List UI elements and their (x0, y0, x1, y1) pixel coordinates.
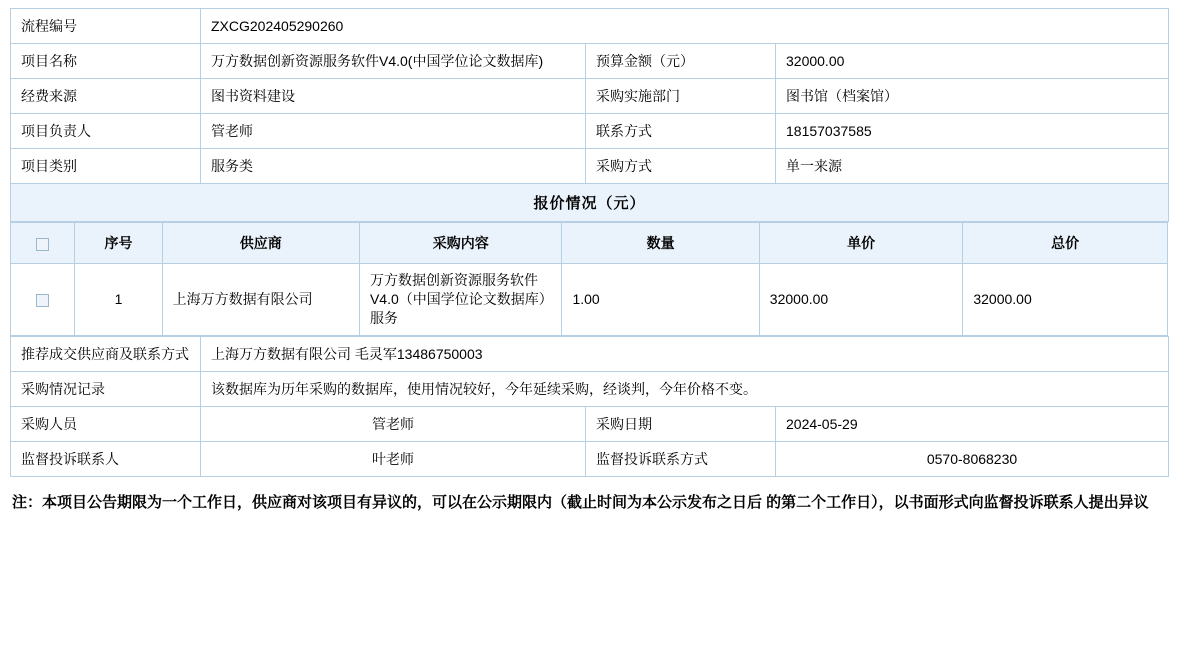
label-supervisor: 监督投诉联系人 (11, 441, 201, 476)
label-project-category: 项目类别 (11, 149, 201, 184)
header-total-price: 总价 (963, 223, 1168, 264)
row-total-price: 32000.00 (963, 264, 1168, 336)
label-supervisor-contact: 监督投诉联系方式 (586, 441, 776, 476)
value-process-no: ZXCG202405290260 (201, 9, 1169, 44)
label-funding-source: 经费来源 (11, 79, 201, 114)
table-row-project-category (11, 149, 1169, 184)
table-row-supervisor (11, 441, 1169, 476)
value-project-owner: 管老师 (201, 114, 586, 149)
label-purchase-date: 采购日期 (586, 406, 776, 441)
table-row (11, 264, 1168, 336)
label-buyer: 采购人员 (11, 406, 201, 441)
label-process-no: 流程编号 (11, 9, 201, 44)
section-title-text: 报价情况（元） (11, 184, 1169, 222)
value-supervisor: 叶老师 (201, 441, 586, 476)
table-row-project-owner (11, 114, 1169, 149)
label-recommended-supplier: 推荐成交供应商及联系方式 (11, 336, 201, 371)
header-supplier: 供应商 (162, 223, 359, 264)
value-project-name: 万方数据创新资源服务软件V4.0(中国学位论文数据库) (201, 44, 586, 79)
row-index: 1 (75, 264, 162, 336)
header-index: 序号 (75, 223, 162, 264)
header-unit-price: 单价 (759, 223, 963, 264)
quotation-header-row (11, 223, 1168, 264)
value-purchase-method: 单一来源 (776, 149, 1169, 184)
header-content: 采购内容 (359, 223, 562, 264)
purchase-info-table (10, 8, 1169, 222)
value-budget-amount: 32000.00 (776, 44, 1169, 79)
announcement-note: 注：本项目公告期限为一个工作日，供应商对该项目有异议的，可以在公示期限内（截止时间为本公示发布之日后 的第二个工作日），以书面形式向监督投诉联系人提出异议 (12, 493, 1149, 511)
table-row-process-no (11, 9, 1169, 44)
select-all-checkbox[interactable] (36, 238, 49, 251)
label-purchase-method: 采购方式 (586, 149, 776, 184)
value-supervisor-contact: 0570-8068230 (776, 441, 1169, 476)
row-supplier: 上海万方数据有限公司 (162, 264, 359, 336)
row-checkbox[interactable] (36, 294, 49, 307)
section-title-quotation (11, 184, 1169, 222)
value-buyer: 管老师 (201, 406, 586, 441)
table-row-funding-source (11, 79, 1169, 114)
label-purchase-record: 采购情况记录 (11, 371, 201, 406)
table-row-project-name (11, 44, 1169, 79)
quotation-table (10, 222, 1168, 336)
row-select-cell (11, 264, 75, 336)
row-quantity: 1.00 (562, 264, 759, 336)
label-budget-amount: 预算金额（元） (586, 44, 776, 79)
row-unit-price: 32000.00 (759, 264, 963, 336)
row-content: 万方数据创新资源服务软件V4.0（中国学位论文数据库）服务 (359, 264, 562, 336)
table-row-purchase-record (11, 371, 1169, 406)
header-quantity: 数量 (562, 223, 759, 264)
value-funding-source: 图书资料建设 (201, 79, 586, 114)
value-purchase-record: 该数据库为历年采购的数据库，使用情况较好，今年延续采购，经谈判，今年价格不变。 (201, 371, 1169, 406)
value-project-category: 服务类 (201, 149, 586, 184)
label-project-name: 项目名称 (11, 44, 201, 79)
label-purchase-department: 采购实施部门 (586, 79, 776, 114)
table-row-recommended-supplier (11, 336, 1169, 371)
purchase-summary-table (10, 336, 1169, 477)
label-project-owner: 项目负责人 (11, 114, 201, 149)
label-contact: 联系方式 (586, 114, 776, 149)
value-purchase-date: 2024-05-29 (776, 406, 1169, 441)
select-all-header (11, 223, 75, 264)
table-row-buyer (11, 406, 1169, 441)
value-recommended-supplier: 上海万方数据有限公司 毛灵军13486750003 (201, 336, 1169, 371)
value-contact: 18157037585 (776, 114, 1169, 149)
value-purchase-department: 图书馆（档案馆） (776, 79, 1169, 114)
